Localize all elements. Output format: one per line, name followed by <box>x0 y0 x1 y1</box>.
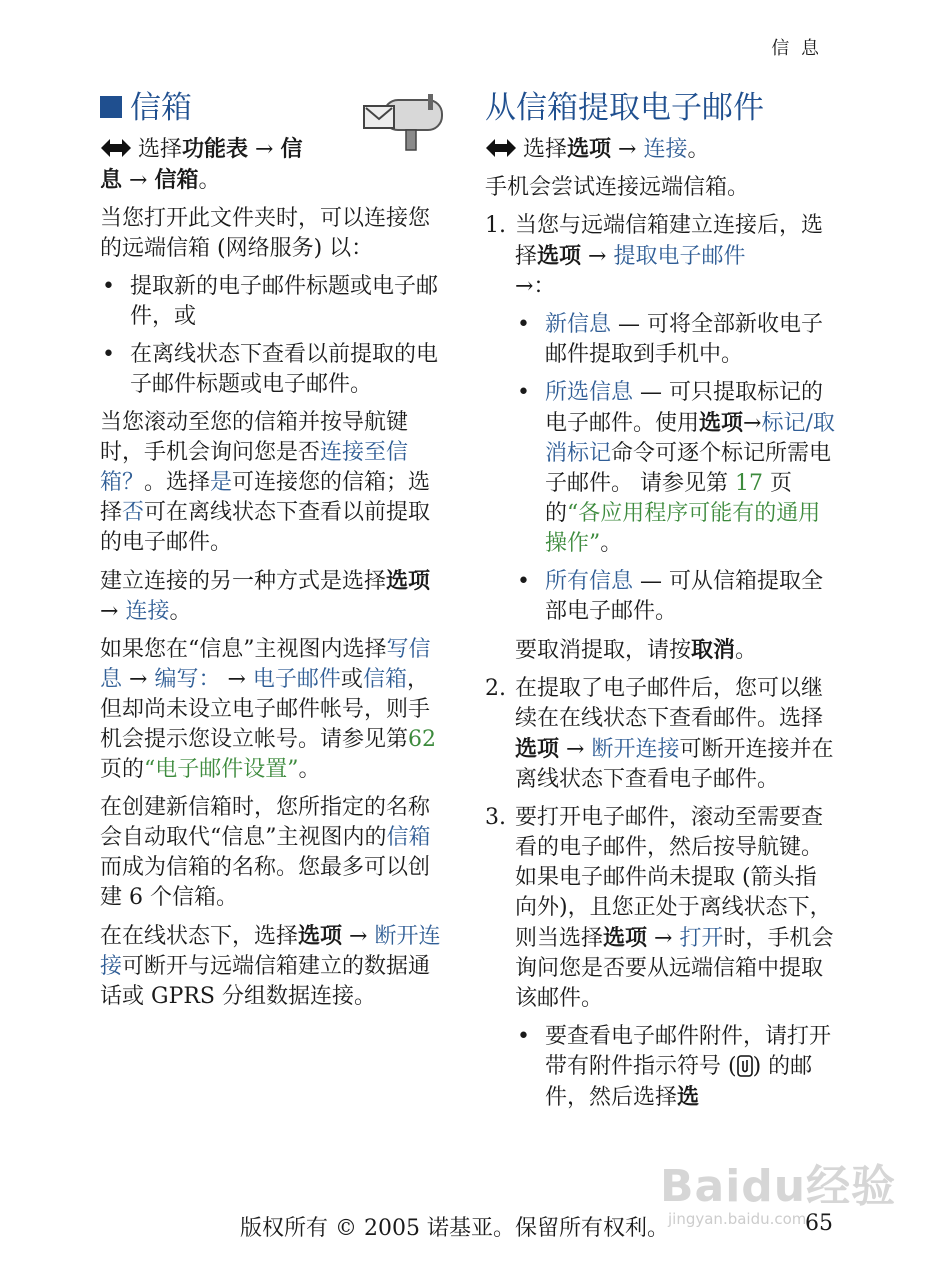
retrieve-options-list <box>515 310 835 627</box>
cancel-note: 要取消提取，请按取消。 <box>515 637 758 663</box>
page-ref[interactable]: 62 <box>408 727 437 752</box>
nav-path: 选择功能表 → 信 息 → 信箱。 <box>100 136 303 193</box>
step-item: 2. 在提取了电子邮件后，您可以继续在在线状态下查看邮件。选择选项 → 断开连接可断开连接并在离线状态下查看电子邮件。 <box>485 676 834 792</box>
link-compose[interactable]: 编写： <box>154 667 221 692</box>
attachment-indicator-icon <box>737 1055 753 1077</box>
intro-paragraph: 当您打开此文件夹时，可以连接您的远端信箱 (网络服务) 以： <box>100 206 431 261</box>
navigation-key-icon <box>100 137 132 159</box>
crossref-email-settings[interactable]: “电子邮件设置” <box>144 757 299 782</box>
link-email[interactable]: 电子邮件 <box>252 667 341 692</box>
link-connect-right[interactable]: 连接 <box>643 137 688 162</box>
watermark-url: jingyan.baidu.com <box>668 1210 807 1228</box>
list-item: • 在离线状态下查看以前提取的电子邮件标题或电子邮件。 <box>100 340 445 400</box>
link-mailbox-2[interactable]: 信箱 <box>386 825 431 850</box>
attachment-list <box>515 1022 835 1113</box>
steps-list <box>485 211 835 1113</box>
list-item: • 新信息 — 可将全部新收电子邮件提取到手机中。 <box>515 310 835 370</box>
nav-path-right: 选择选项 → 连接。 <box>485 134 835 165</box>
section-square-icon <box>100 96 122 118</box>
option-mark-unmark[interactable]: 标记/取消标记 <box>545 411 835 466</box>
link-retrieve-email[interactable]: 提取电子邮件 <box>613 244 746 269</box>
navigation-key-icon <box>485 137 517 159</box>
option-selected-messages[interactable]: 所选信息 <box>545 380 634 405</box>
list-item: • 所有信息 — 可从信箱提取全部电子邮件。 <box>515 567 835 627</box>
step-number: 1. <box>485 213 506 238</box>
copyright-footer: 版权所有 © 2005 诺基亚。保留所有权利。 <box>240 1216 669 1241</box>
watermark-logo: Baidu经验 <box>660 1161 897 1212</box>
link-connect[interactable]: 连接 <box>125 599 170 624</box>
link-connect-prompt[interactable]: 连接至信箱？ <box>100 440 409 495</box>
step-number: 2. <box>485 676 506 701</box>
right-column <box>485 88 835 1121</box>
step-item: 1. 当您与远端信箱建立连接后，选择选项 → 提取电子邮件 →： • 新信息 — 可将全部新收电子邮件提取到手机中。 • 所选信息 — 可只提取标记的电子邮件。使用选项→标记/取消标记命令可逐个标记所需电子邮件。 请参见第 17 页的“各应用程序可能有的通用操作”。 • 所有信息 — 可从信箱提取全部电子邮件。 要取消提取，请按取消。 <box>485 211 835 666</box>
page-ref[interactable]: 17 <box>735 471 763 496</box>
step-number: 3. <box>485 805 506 830</box>
running-header: 信 息 <box>771 38 822 59</box>
left-column <box>100 88 445 1020</box>
link-write-message[interactable]: 写信息 <box>100 637 431 692</box>
list-item: • 所选信息 — 可只提取标记的电子邮件。使用选项→标记/取消标记命令可逐个标记所需电子邮件。 请参见第 17 页的“各应用程序可能有的通用操作”。 <box>515 378 835 559</box>
list-item: • 提取新的电子邮件标题或电子邮件，或 <box>100 272 445 332</box>
page-number: 65 <box>805 1211 833 1236</box>
section-title-retrieve: 从信箱提取电子邮件 <box>485 90 764 126</box>
link-open[interactable]: 打开 <box>679 926 724 951</box>
disconnect-paragraph: 在在线状态下，选择选项 → 断开连接可断开与远端信箱建立的数据通话或 GPRS 分组数据连接。 <box>100 923 441 1009</box>
link-mailbox[interactable]: 信箱 <box>362 667 407 692</box>
feature-list <box>100 272 445 400</box>
option-new-messages[interactable]: 新信息 <box>545 312 612 337</box>
step-item: 3. 要打开电子邮件，滚动至需要查看的电子邮件，然后按导航键。如果电子邮件尚未提取 (箭头指向外)，且您正处于离线状态下，则当选择选项 → 打开时，手机会询问您是否要从远端信箱中提取该邮件。 • 要查看电子邮件附件，请打开带有附件指示符号 ( ) 的邮件，然后选择选 <box>485 803 835 1113</box>
connect-paragraph: 建立连接的另一种方式是选择选项 → 连接。 <box>100 568 431 624</box>
option-all-messages[interactable]: 所有信息 <box>545 569 634 594</box>
intro-right: 手机会尝试连接远端信箱。 <box>485 175 750 200</box>
list-item: • 要查看电子邮件附件，请打开带有附件指示符号 ( ) 的邮件，然后选择选 <box>515 1022 835 1113</box>
crossref-common-operations[interactable]: “各应用程序可能有的通用操作” <box>545 501 821 556</box>
link-yes[interactable]: 是 <box>210 470 233 495</box>
link-disconnect-right[interactable]: 断开连接 <box>591 737 680 762</box>
scroll-paragraph: 当您滚动至您的信箱并按导航键时，手机会询问您是否连接至信箱？。选择是可连接您的信箱；选择否可在离线状态下查看以前提取的电子邮件。 <box>100 410 431 555</box>
section-title-mailbox: 信箱 <box>100 88 445 128</box>
link-disconnect[interactable]: 断开连接 <box>100 924 441 979</box>
create-mailbox-paragraph: 在创建新信箱时，您所指定的名称会自动取代“信息”主视图内的信箱而成为信箱的名称。您最多可以创建 6 个信箱。 <box>100 795 431 910</box>
setup-paragraph: 如果您在“信息”主视图内选择写信息 → 编写： → 电子邮件或信箱，但却尚未设立电子邮件帐号，则手机会提示您设立帐号。请参见第62 页的“电子邮件设置”。 <box>100 637 437 782</box>
link-no[interactable]: 否 <box>122 500 145 525</box>
